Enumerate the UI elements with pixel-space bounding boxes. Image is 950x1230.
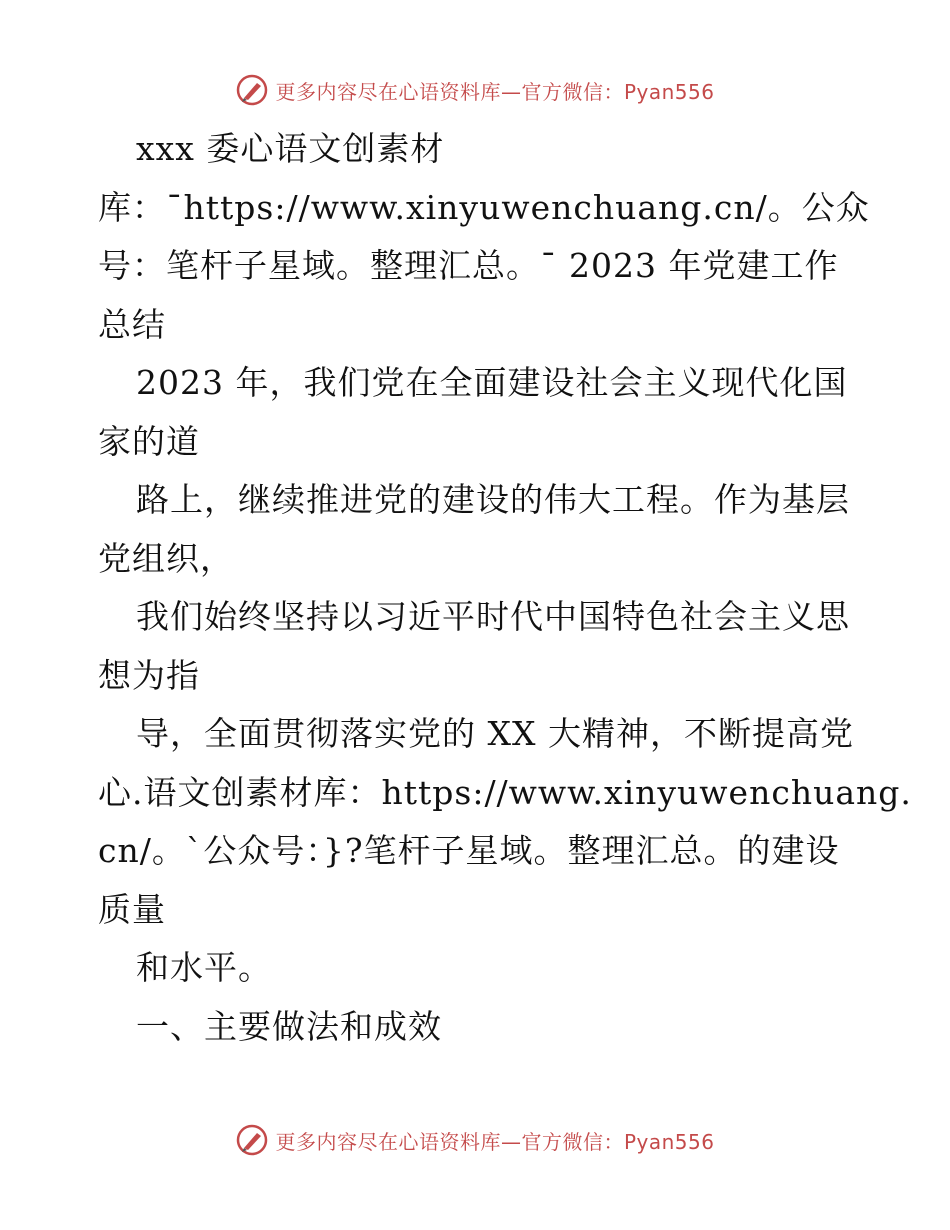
body-line: xxx 委心语文创素材: [136, 129, 445, 168]
body-line: 库：¯https://www.xinyuwenchuang.cn/。公众: [98, 187, 870, 227]
body-line: 家的道: [98, 421, 200, 461]
body-line: 心.语文创素材库：https://www.xinyuwenchuang.: [98, 772, 912, 812]
body-line: 想为指: [98, 655, 200, 695]
body-line: 党组织，: [98, 538, 234, 578]
pen-logo-icon: [235, 73, 269, 107]
body-line: 路上，继续推进党的建设的伟大工程。作为基层: [136, 480, 850, 519]
body-line: 我们始终坚持以习近平时代中国特色社会主义思: [136, 597, 850, 636]
body-line: 2023 年，我们党在全面建设社会主义现代化国: [136, 363, 848, 402]
pen-logo-icon: [235, 1123, 269, 1157]
body-line: 号：笔杆子星域。整理汇总。¯ 2023 年党建工作: [98, 246, 839, 285]
body-line: 总结: [98, 304, 166, 344]
header-banner: [0, 70, 950, 110]
body-line: 和水平。: [136, 948, 272, 987]
footer-banner: [0, 1120, 950, 1160]
footer-banner-text: 更多内容尽在心语资料库—官方微信：Pyan556: [275, 1129, 715, 1154]
document-body: [98, 120, 912, 1056]
body-line: 导，全面贯彻落实党的 XX 大精神，不断提高党: [136, 714, 854, 753]
body-line: 质量: [98, 889, 166, 929]
section-heading: 一、主要做法和成效: [136, 1006, 442, 1046]
body-line: cn/。`公众号：}?笔杆子星域。整理汇总。的建设: [98, 831, 840, 870]
header-banner-text: 更多内容尽在心语资料库—官方微信：Pyan556: [275, 79, 715, 104]
